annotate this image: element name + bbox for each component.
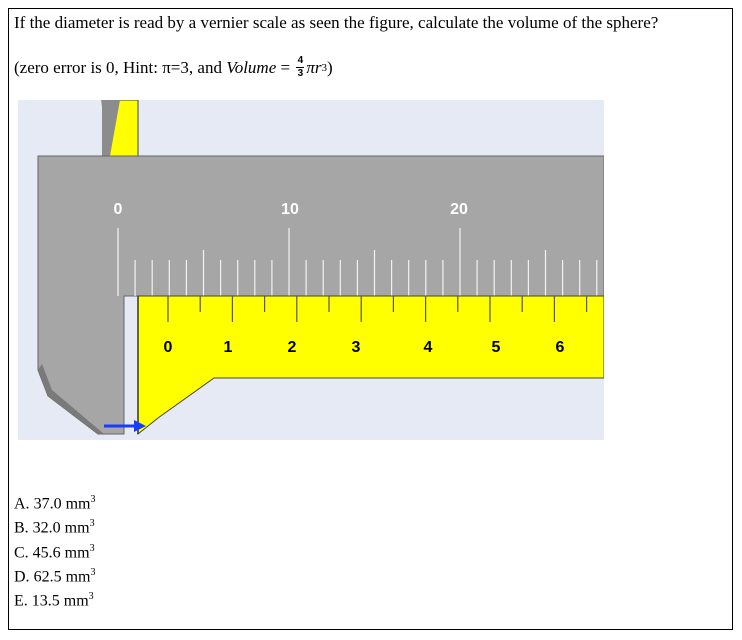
option-d-letter: D. [14,568,30,586]
option-c-letter: C. [14,543,29,561]
hint-frac-num: 4 [297,55,304,66]
hint-pi-r: πr [306,57,322,77]
option-c-exp: 3 [89,542,95,554]
vernier-caliper-figure [18,100,604,440]
hint-suffix: ) [326,57,333,77]
option-d-value: 62.5 mm [33,568,91,586]
hint-exp: 3 [321,61,327,74]
main-label-10: 10 [281,201,299,218]
option-c-value: 45.6 mm [32,543,90,561]
option-b-exp: 3 [89,518,95,530]
option-e-letter: E. [14,592,28,610]
option-c[interactable] [14,539,95,563]
main-label-0: 0 [113,201,123,218]
option-a-letter: A. [14,495,30,513]
hint-fraction [296,56,304,79]
vernier-label-6: 6 [555,339,565,356]
option-e-exp: 3 [88,591,94,603]
hint-equals: = [276,57,295,77]
vernier-label-2: 2 [287,339,297,356]
hint-prefix: (zero error is 0, Hint: π=3, and [14,57,227,77]
vernier-label-5: 5 [491,339,501,356]
option-b-letter: B. [14,519,29,537]
option-e-value: 13.5 mm [31,592,89,610]
option-d-exp: 3 [90,566,96,578]
hint-volume-label: Volume [226,57,277,77]
option-a[interactable] [14,490,95,514]
options-list [14,490,95,612]
vernier-label-1: 1 [223,339,233,356]
option-e[interactable] [14,587,95,611]
hint-frac-den: 3 [297,68,304,79]
option-b[interactable] [14,514,95,538]
main-label-20: 20 [450,201,468,218]
option-a-exp: 3 [90,494,96,505]
option-a-value: 37.0 mm [33,495,91,513]
option-d[interactable] [14,563,95,587]
option-b-value: 32.0 mm [32,519,90,537]
hint-line [14,56,333,79]
vernier-label-3: 3 [351,339,361,356]
vernier-label-0: 0 [163,339,173,356]
question-text: If the diameter is read by a vernier scale as seen the figure, calculate the volume of the sphere? [14,13,659,32]
vernier-label-4: 4 [423,339,433,356]
